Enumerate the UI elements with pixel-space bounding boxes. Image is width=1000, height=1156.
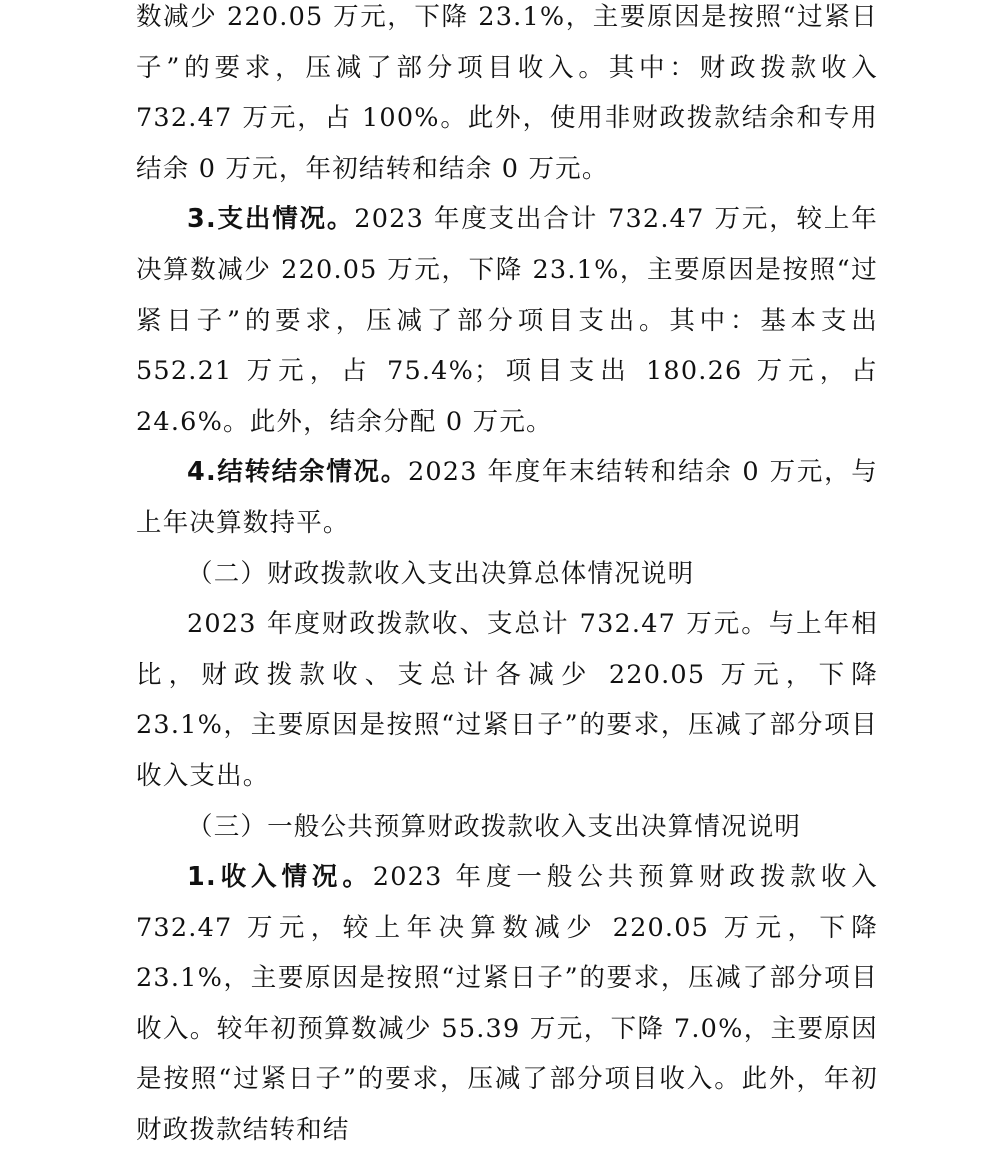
paragraph-text: 2023 年度一般公共预算财政拨款收入 732.47 万元，较上年决算数减少 220.05 万元，下降 23.1%，主要原因是按照“过紧日子”的要求，压减了部分项目收入。较年初预算数减少 55.39 万元，下降 7.0%，主要原因是按照“过紧日子”的要求，压减了部分项目收入。此外，年初财政拨款结转和结: [136, 862, 878, 1146]
paragraph-text: 2023 年度财政拨款收、支总计 732.47 万元。与上年相比，财政拨款收、支总计各减少 220.05 万元，下降 23.1%，主要原因是按照“过紧日子”的要求，压减了部分项目收入支出。: [136, 609, 878, 791]
paragraph-text: 数减少 220.05 万元，下降 23.1%，主要原因是按照“过紧日子”的要求，压减了部分项目收入。其中：财政拨款收入 732.47 万元，占 100%。此外，使用非财政拨款结余和专用结余 0 万元，年初结转和结余 0 万元。: [136, 2, 878, 184]
section-two-heading: （二）财政拨款收入支出决算总体情况说明: [187, 558, 695, 589]
paragraph-expenditure: [136, 194, 878, 447]
section-three-heading: （三）一般公共预算财政拨款收入支出决算情况说明: [187, 811, 802, 842]
section-three-paragraph: [136, 852, 878, 1156]
paragraph-text: 2023 年度年末结转和结余 0 万元，与上年决算数持平。: [136, 457, 878, 538]
paragraph-income-continued: [136, 0, 878, 194]
paragraph-lead: 4.结转结余情况。: [187, 457, 408, 488]
paragraph-text: 2023 年度支出合计 732.47 万元，较上年决算数减少 220.05 万元，下降 23.1%，主要原因是按照“过紧日子”的要求，压减了部分项目支出。其中：基本支出 552.21 万元，占 75.4%；项目支出 180.26 万元，占 24.6%。此外，结余分配 0 万元。: [136, 204, 878, 437]
section-two-paragraph: [136, 599, 878, 801]
document-page: [136, 0, 878, 1156]
paragraph-lead: 3.支出情况。: [187, 204, 355, 235]
paragraph-lead: 1.收入情况。: [187, 862, 373, 893]
paragraph-carryover: [136, 447, 878, 548]
